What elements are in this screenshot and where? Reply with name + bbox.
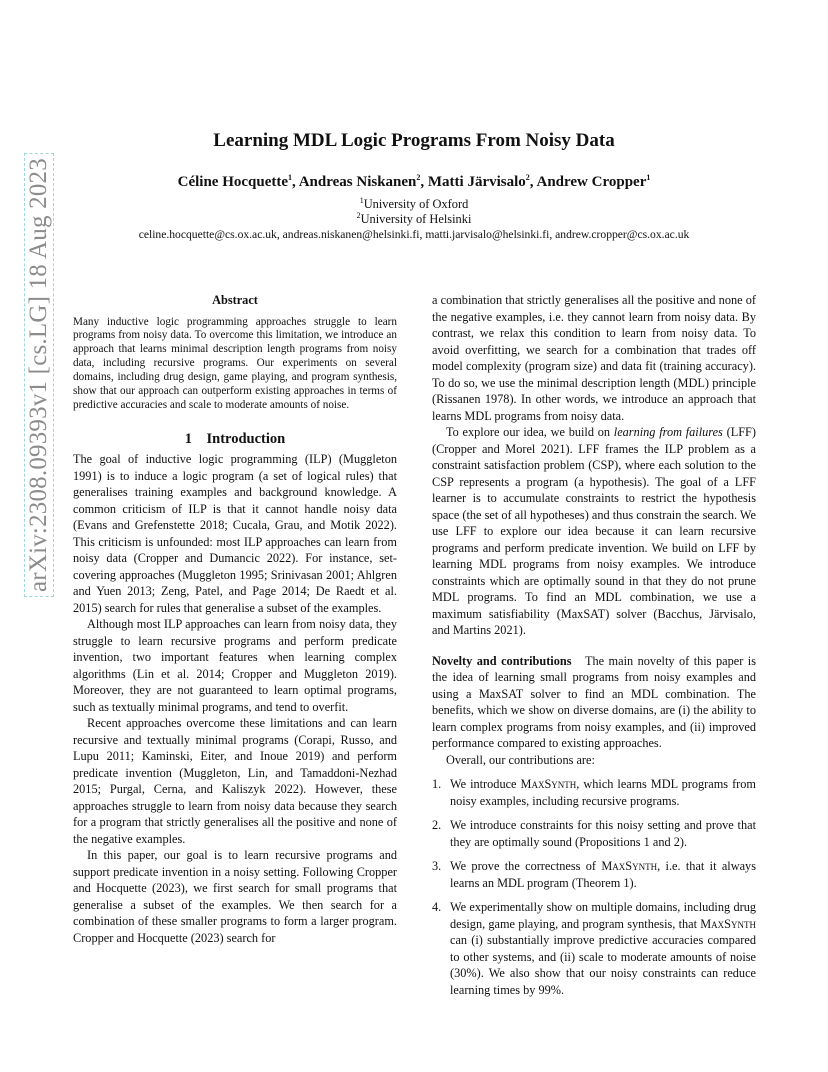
contributions-intro: Overall, our contributions are: [446,752,595,767]
emphasis-text: learning from failures [613,425,723,439]
section-heading [73,431,397,448]
affiliation [0,212,828,227]
list-item: 2. We introduce constraints for this noisy setting and prove that they are optimally sound (Propositions 1 and 2). [432,818,756,849]
list-item: 1. We introduce MaxSynth, which learns MDL programs from noisy examples, including recursive programs. [432,777,756,808]
right-column [432,292,756,1006]
body-paragraph: The goal of inductive logic programming (ILP) (Muggleton 1991) is to induce a logic program (a set of logical rules) that generalises training examples and background knowledge. A common criticism of ILP is that it cannot handle noisy data (Evans and Grefenstette 2018; Cucala, Grau, and Motik 2022). This criticism is unfounded: most ILP approaches can learn from noisy data (Cropper and Dumancic 2022). For instance, set-covering approaches (Muggleton 1995; Srinivasan 2001; Ahlgren and Yuen 2013; Zeng, Patel, and Page 2014; De Raedt et al. 2015) search for rules that generalise a subset of the examples. [73,452,397,615]
author-affiliation-mark: 2 [416,173,421,182]
system-name: MaxSynth [700,916,756,931]
affiliation-name: University of Helsinki [360,212,472,226]
author-list: Céline Hocquette$^1$, Andreas Niskanen$^2$, Matti Järvisalo$^2$, Andrew Cropper$^1$ [177,173,651,190]
author-affiliation-mark: 1 [288,173,293,182]
author-affiliation-mark: 2 [525,173,530,182]
author-name: Andrew Cropper [536,174,647,190]
section-number: 1 [184,430,193,447]
author-affiliation-mark: 1 [646,173,651,182]
abstract-text: Many inductive logic programming approaches struggle to learn programs from noisy data. To overcome this limitation, we introduce an approach that learns minimal description length programs from noisy data, including recursive programs. Our experiments on several domains, including drug design, game playing, and program synthesis, show that our approach can outperform existing approaches in terms of predictive accuracies and scale to moderate amounts of noise. [73,315,397,411]
body-paragraph: Although most ILP approaches can learn from noisy data, they struggle to learn recursive programs and perform predicate invention, two important features when learning complex algorithms (Lin et al. 2014; Cropper and Muggleton 2019). Moreover, they are not guaranteed to learn optimal programs, such as textually minimal programs, and tend to overfit. [73,617,397,714]
section-title: Introduction [206,430,286,447]
author-emails: celine.hocquette@cs.ox.ac.uk, andreas.niskanen@helsinki.fi, matti.jarvisalo@helsinki.fi, andrew.cropper@cs.ox.ac.uk [138,228,690,241]
system-name: MaxSynth [520,777,577,791]
affiliation-name: University of Oxford [363,197,469,211]
affiliation-mark: 1 [359,196,364,205]
affiliation-mark: 2 [356,211,361,220]
system-name: MaxSynth [601,859,658,873]
author-name: Andreas Niskanen [298,174,417,190]
paragraph-heading: Novelty and contributions [432,653,572,668]
left-column [73,292,397,946]
author-name: Céline Hocquette [177,174,289,190]
affiliation [0,197,828,212]
author-name: Matti Järvisalo [427,174,526,190]
list-item: 4. We experimentally show on multiple domains, including drug design, game playing, and program synthesis, that MaxSynth can (i) substantially improve predictive accuracies compared to other systems, and (ii) scale to moderate amounts of noise (30%). We also show that our noisy constraints can reduce learning times by 99%. [432,900,756,997]
body-paragraph: Recent approaches overcome these limitations and can learn recursive and textually minimal programs (Corapi, Russo, and Lupu 2011; Kaminski, Eiter, and Inoue 2019) and perform predicate invention (Muggleton, Lin, and Tamaddoni-Nezhad 2015; Purgal, Cerna, and Kaliszyk 2022). However, these approaches struggle to learn from noisy data because they search for a program that strictly generalises all the positive and none of the negative examples. [73,716,397,846]
body-paragraph: To explore our idea, we build on learning from failures (LFF) (Cropper and Morel 2021). LFF frames the ILP problem as a constraint satisfaction problem (CSP), where each solution to the CSP represents a program (a hypothesis). The goal of a LFF learner is to accumulate constraints to restrict the hypothesis space (the set of all hypotheses) and thus constrain the search. We use LFF to explore our idea because it can learn recursive programs and perform predicate invention. We build on LFF by learning MDL programs from noisy examples. We introduce constraints which are optimally sound in that they do not prune MDL programs. To find an MDL combination, we use a maximum satisfiability (MaxSAT) solver (Bacchus, Järvisalo, and Martins 2021). [432,425,756,637]
list-item: 3. We prove the correctness of MaxSynth, i.e. that it always learns an MDL program (Theorem 1). [432,859,756,890]
arxiv-stamp-text: arXiv:2308.09393v1 [cs.LG] 18 Aug 2023 [24,153,54,597]
contributions-list [432,776,756,998]
novelty-paragraph: Novelty and contributions The main novelty of this paper is the idea of learning small programs from noisy examples and using a MaxSAT solver to find an MDL combination. The benefits, which we show on diverse domains, are (i) the ability to learn complex programs from noisy examples, and (ii) improved performance compared to existing approaches. [432,653,756,750]
body-paragraph: a combination that strictly generalises all the positive and none of the negative examples, i.e. they cannot learn from noisy data. By contrast, we relax this condition to learn from noisy data. To avoid overfitting, we search for a combination that trades off model complexity (program size) and data fit (training accuracy). To do so, we use the minimal description length (MDL) principle (Rissanen 1978). In other words, we introduce an approach that learns MDL programs from noisy data. [432,293,756,423]
abstract-heading: Abstract [212,293,258,307]
body-paragraph: In this paper, our goal is to learn recursive programs and support predicate invention in a noisy setting. Following Cropper and Hocquette (2023), we first search for small programs that generalise a subset of the examples. We then search for a combination of these smaller programs to form a larger program. Cropper and Hocquette (2023) search for [73,848,397,945]
paper-title: Learning MDL Logic Programs From Noisy Data [213,130,615,151]
